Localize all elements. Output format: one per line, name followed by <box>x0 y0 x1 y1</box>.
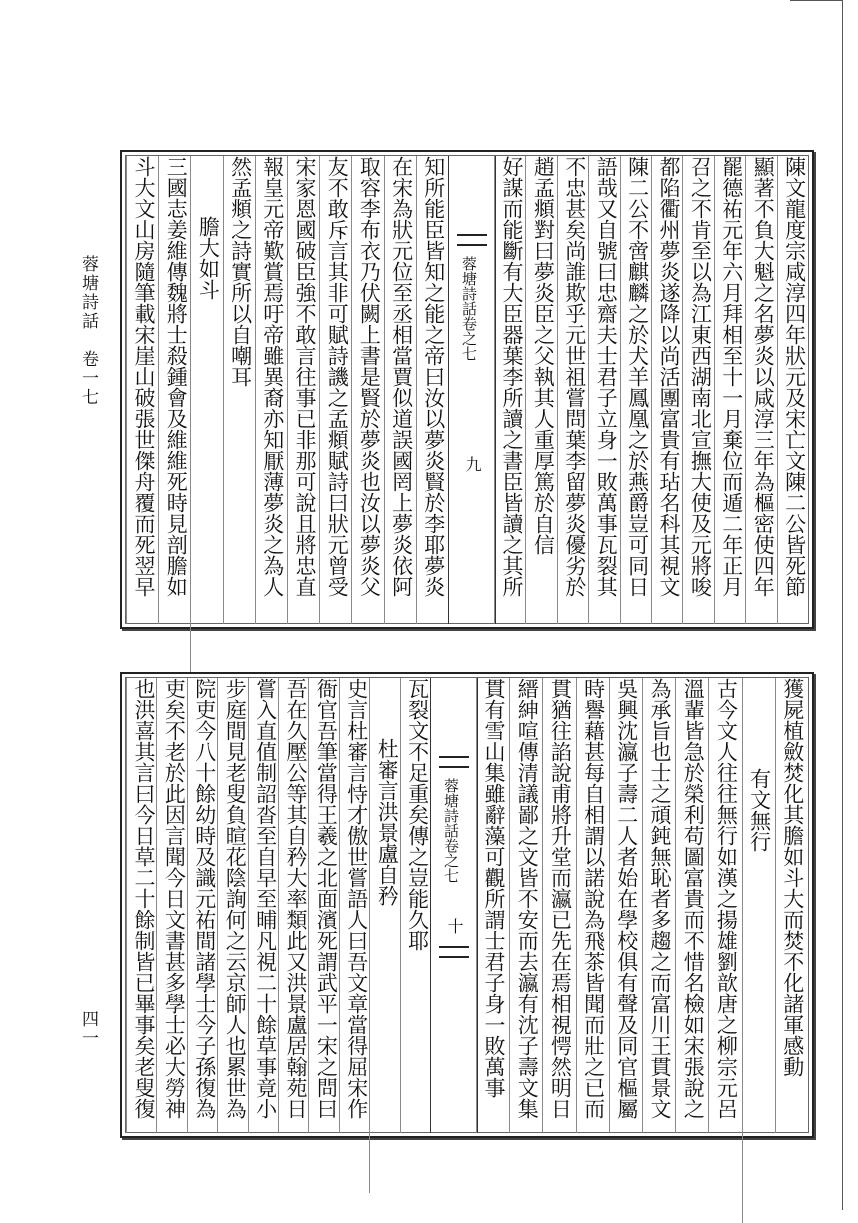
text-column: 罷德祐元年六月拜相至十一月棄位而遁二年正月 <box>714 156 747 624</box>
margin-page-number: 四一 <box>78 1010 98 1048</box>
text-column: 時譽藉甚每自相謂以諾說為飛茶皆聞而壯之已而 <box>576 678 609 1133</box>
margin-book-title: 蓉塘詩話 卷一七 <box>78 255 98 407</box>
text-column: 不忠甚矣尚誰欺乎元世祖嘗問葉李留夢炎優劣於 <box>557 156 590 624</box>
text-column: 步庭間見老叟負暄花陰詢何之云京師人也累世為 <box>217 678 250 1133</box>
text-column: 吾在久壓公等其自矜大率類此又洪景盧居翰苑日 <box>278 678 311 1133</box>
text-column: 宋家恩國破臣強不敢言往事已非那可說且將忠直 <box>287 156 320 624</box>
text-column: 語哉又自號曰忠齋夫士君子立身一敗萬事瓦裂其 <box>588 156 621 624</box>
text-column: 報皇元帝歎賞焉吁帝雖異裔亦知厭薄夢炎之為人 <box>255 156 288 624</box>
text-column: 友不敢斥言其非可賦詩譏之孟頫賦詩曰狀元曾受 <box>319 156 352 624</box>
top-leaf-frame <box>125 155 809 624</box>
fold-title: 蓉塘詩話卷之七 <box>460 256 478 361</box>
page-edge-corner <box>790 0 842 1</box>
text-column: 嘗入直值制詔沓至自早至晡凡視二十餘草事竟小 <box>248 678 281 1133</box>
text-column: 貫猶往諂說甫將升堂而瀛已先在焉相視愕然明日 <box>542 678 575 1133</box>
text-column: 也洪喜其言曰今日草二十餘制皆已畢事矣老叟復 <box>126 678 159 1133</box>
text-column: 好謀而能斷有大臣器葉李所讀之書臣皆讀之其所 <box>494 156 527 624</box>
text-column: 趙孟頫對曰夢炎臣之父執其人重厚篤於自信 <box>525 156 558 624</box>
text-column: 斗大文山房隨筆載宋崖山破張世傑舟覆而死翌早 <box>126 156 159 624</box>
text-column: 顯著不負大魁之名夢炎以咸淳三年為樞密使四年 <box>745 156 778 624</box>
text-column: 衙官吾筆當得王羲之北面濱死謂武平一宋之問曰 <box>308 678 341 1133</box>
fold-fish-tail-lower <box>439 946 469 958</box>
text-column: 溫輩皆急於榮利苟圖富貴而不惜名檢如宋張說之 <box>675 678 708 1133</box>
fold-page-number: 九 <box>463 456 482 472</box>
fold-fish-tail <box>457 234 487 246</box>
text-column: 杜審言洪景盧自矜 <box>369 678 402 1193</box>
text-column: 膽大如斗 <box>190 156 223 684</box>
text-column: 獲屍植斂焚化其膽如斗大而焚不化諸軍感動 <box>775 678 808 1133</box>
text-column: 吏矣不老於此因言聞今日文書甚多學士必大勞神 <box>156 678 189 1133</box>
bottom-leaf-frame <box>125 677 809 1133</box>
page-edge-rule <box>842 0 843 1210</box>
bottom-fold <box>430 678 478 1133</box>
top-fold <box>448 156 496 624</box>
fold-title: 蓉塘詩話卷之七 <box>442 778 460 883</box>
text-column: 古今文人往往無行如漢之揚雄劉歆唐之柳宗元呂 <box>708 678 741 1133</box>
text-column: 有文無行 <box>742 678 775 1223</box>
fold-fish-tail <box>439 756 469 768</box>
text-column: 陳文龍度宗咸淳四年狀元及宋亡文陳二公皆死節 <box>777 156 810 624</box>
text-column: 召之不肯至以為江東西湖南北宣撫大使及元將唆 <box>682 156 715 624</box>
text-column: 然孟頫之詩實所以自嘲耳 <box>223 156 256 624</box>
text-column: 吳興沈瀛子壽二人者始在學校俱有聲及同官樞屬 <box>609 678 642 1133</box>
text-column: 史言杜審言恃才傲世嘗語人曰吾文章當得屈宋作 <box>339 678 372 1133</box>
text-column: 院吏今八十餘幼時及識元祐間諸學士今子孫復為 <box>187 678 220 1133</box>
text-column: 縉紳喧傳清議鄙之文皆不安而去瀛有沈子壽文集 <box>509 678 542 1133</box>
text-column: 取容李布衣乃伏闕上書是賢於夢炎也汝以夢炎父 <box>351 156 384 624</box>
text-column: 陳二公不啻麒麟之於犬羊鳳凰之於燕爵豈可同日 <box>620 156 653 624</box>
text-column: 知所能臣皆知之能之帝曰汝以夢炎賢於李耶夢炎 <box>416 156 449 624</box>
fold-page-number: 十 <box>445 918 464 934</box>
text-column: 三國志姜維傳魏將士殺鍾會及維維死時見剖膽如 <box>158 156 191 624</box>
text-column: 瓦裂文不足重矣傳之豈能久耶 <box>400 678 433 1133</box>
bottom-leaf <box>120 672 814 1138</box>
text-column: 都陷衢州夢炎遂降以尚活團富貴有玷名科其視文 <box>651 156 684 624</box>
text-column: 貫有雪山集雖辭藻可觀所謂士君子身一敗萬事 <box>476 678 509 1133</box>
top-leaf <box>120 150 814 629</box>
text-column: 在宋為狀元位至丞相當賈似道誤國罔上夢炎依阿 <box>384 156 417 624</box>
text-column: 為承旨也士之頑鈍無恥者多趨之而富川王貫景文 <box>642 678 675 1133</box>
